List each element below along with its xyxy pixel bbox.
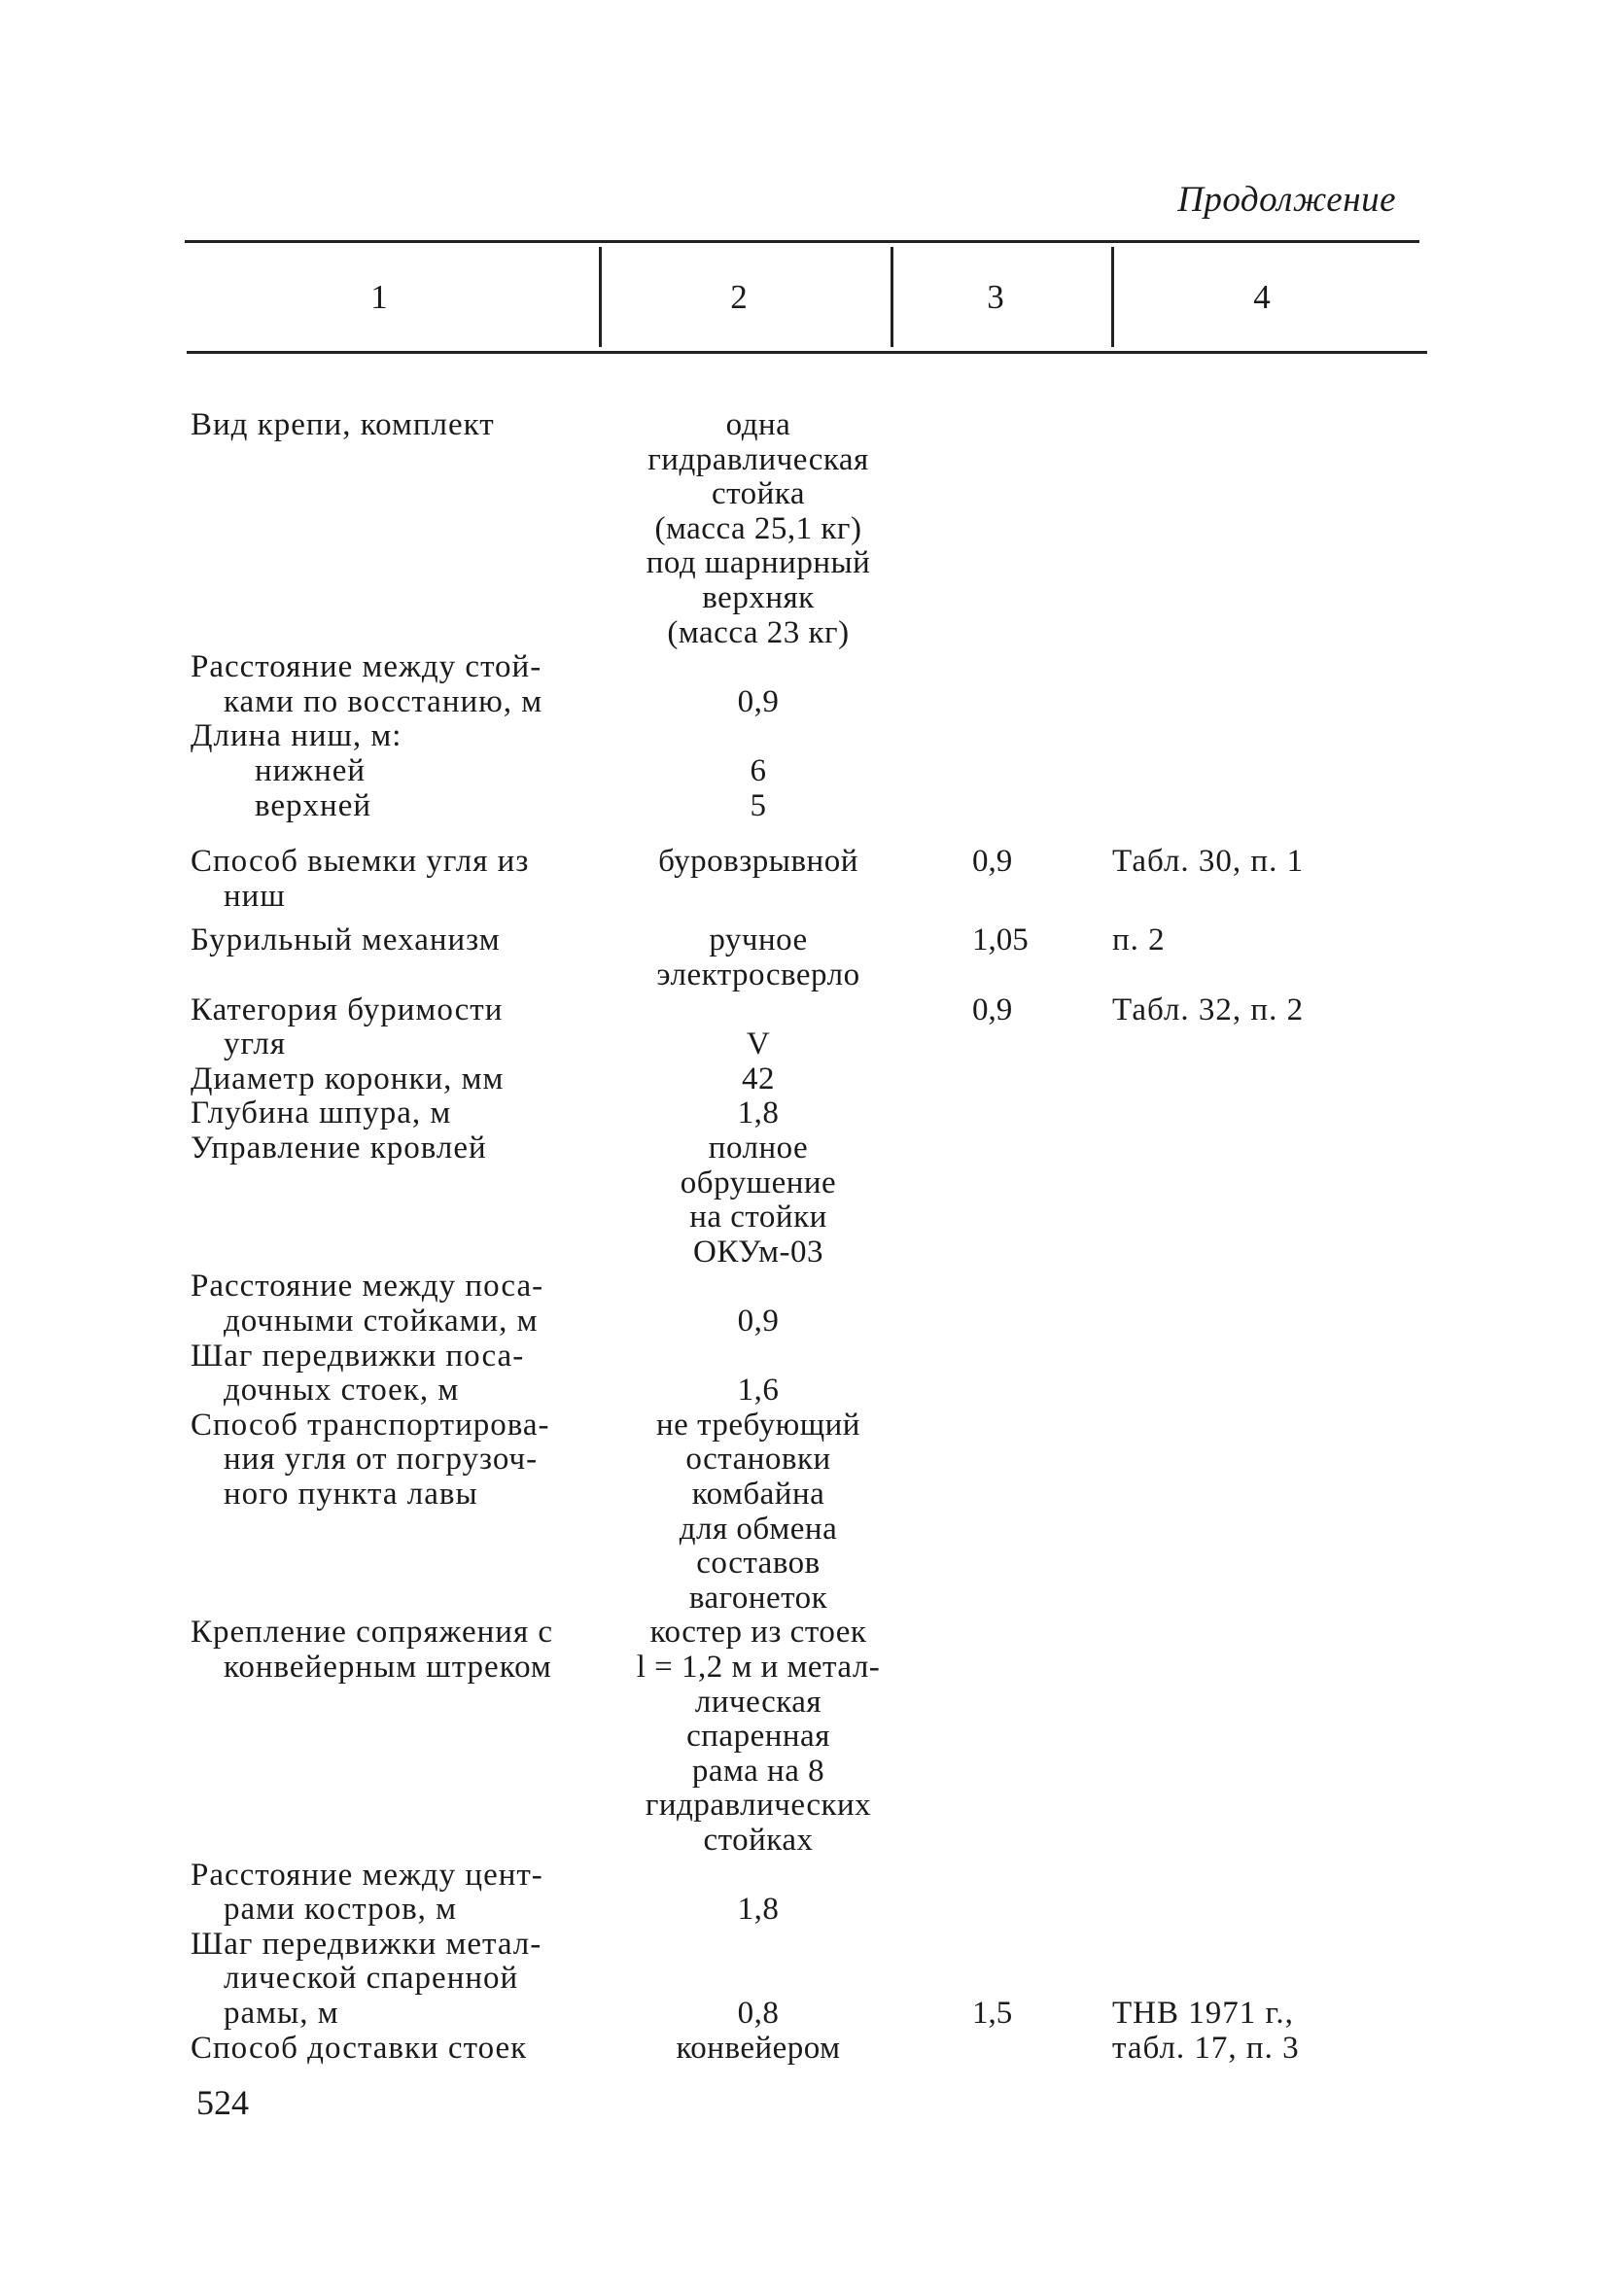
header-col-2: 2 [730,278,748,316]
param-cell [191,993,609,1062]
ref-cell-line: табл. 17, п. 3 [1112,2030,1300,2066]
value-cell-line: 1,8 [737,1892,780,1928]
continued-label: Продолжение [1177,180,1396,220]
ref-cell-line: Табл. 30, п. 1 [1112,844,1305,880]
value-cell [603,1339,914,1409]
table-row [0,1928,1608,2032]
page-number: 524 [196,2083,249,2122]
coef-cell-line: 1,05 [972,922,1029,958]
param-line: Диаметр коронки, мм [191,1061,505,1096]
value-cell-line: рама на 8 [691,1753,825,1789]
value-cell [603,650,914,719]
table-row [0,1062,1608,1097]
param-line: Расстояние между цент- [191,1857,543,1893]
value-cell [603,1270,914,1339]
coef-cell-line [972,1928,1060,1963]
value-cell [603,1928,914,2032]
value-cell [603,923,914,992]
value-cell-line: 0,9 [737,1303,780,1339]
value-cell [603,1409,914,1617]
param-line: дочных стоек, м [224,1373,460,1409]
table-row [0,1096,1608,1131]
coef-cell [972,923,1060,958]
param-line: Вид крепи, комплект [191,407,495,442]
value-cell-line: обрушение [680,1165,837,1200]
table-row [0,1616,1608,1858]
header-divider-1 [599,247,602,347]
param-cell [191,650,609,719]
table-row [0,2032,1608,2067]
header-top-rule [185,240,1419,243]
value-cell-line: под шарнирный [646,545,871,581]
ref-cell-line: п. 2 [1112,922,1166,958]
param-line: Бурильный механизм [191,922,501,958]
param-cell [191,1096,609,1131]
value-cell-line: составов [696,1546,821,1582]
value-cell-line: ручное [709,922,808,958]
ref-cell-line [1112,1928,1404,1963]
table-row [0,1270,1608,1339]
value-cell-line: комбайна [691,1476,825,1512]
param-line: угля [224,1026,287,1062]
ref-cell-line: ТНВ 1971 г., [1112,1995,1294,2031]
param-line: Крепление сопряжения с [191,1615,554,1651]
param-line: лической спаренной [224,1961,519,1997]
param-cell [191,2032,609,2067]
value-cell-line [603,1339,914,1374]
value-cell [603,1096,914,1131]
param-line: Длина ниш, м: [191,718,402,754]
table-row [0,1339,1608,1409]
value-cell-line: 0,9 [737,683,780,719]
value-cell [603,1131,914,1270]
value-cell [603,1062,914,1097]
value-cell-line [603,1962,914,1997]
value-cell-line [603,1928,914,1963]
value-cell-line: (масса 23 кг) [667,614,850,650]
param-line: Управление кровлей [191,1131,487,1165]
coef-cell [972,845,1060,880]
value-cell-line [603,1859,914,1894]
coef-cell-line: 1,5 [972,1995,1013,2031]
ref-cell [1112,923,1404,958]
value-cell-line: на стойки [689,1200,827,1235]
value-cell-line: верхняк [702,579,815,615]
param-line: Расстояние между стой- [191,649,542,685]
value-cell-line: стойках [703,1822,814,1858]
table-row [0,1131,1608,1270]
param-line: Способ транспортирова- [191,1407,550,1443]
param-line: ного пункта лавы [224,1476,478,1512]
value-cell-line: электросверло [656,957,860,992]
table-row [0,923,1608,992]
value-cell-line: l = 1,2 м и метал- [636,1649,881,1685]
value-cell-line: V [746,1026,771,1062]
table-row [0,789,1608,824]
table-row [0,754,1608,789]
param-cell [191,1928,609,2032]
param-line: рамы, м [224,1995,339,2031]
header-bottom-rule [187,351,1427,354]
param-cell [191,1270,609,1339]
coef-cell [972,1928,1060,2032]
param-line: ниш [224,878,286,914]
ref-cell-line: Табл. 32, п. 2 [1112,991,1305,1027]
param-line: нижней [255,753,367,788]
value-cell-line: (масса 25,1 кг) [654,510,862,546]
value-cell-line: 1,6 [737,1373,780,1409]
value-cell [603,993,914,1062]
value-cell-line: для обмена [679,1511,838,1547]
table-row [0,1409,1608,1617]
param-line: рами костров, м [224,1892,458,1928]
table-row [0,845,1608,914]
value-cell-line: ОКУм-03 [692,1234,824,1270]
coef-cell-line: 0,9 [972,844,1013,880]
param-line: Расстояние между поса- [191,1269,544,1305]
coef-cell-line [972,1962,1060,1997]
param-line: дочными стойками, м [224,1303,539,1339]
table-row [0,408,1608,650]
value-cell-line [603,1270,914,1305]
table-row [0,719,1608,754]
value-cell [603,845,914,880]
coef-cell [972,993,1060,1028]
value-cell-line: гидравлических [645,1788,872,1824]
param-line: Способ выемки угля из [191,844,530,880]
param-cell [191,1859,609,1928]
value-cell [603,408,914,650]
value-cell-line: остановки [685,1442,831,1478]
param-line: Шаг передвижки метал- [191,1926,542,1962]
value-cell-line: 0,8 [737,1995,780,2031]
value-cell [603,789,914,824]
value-cell [603,2032,914,2067]
header-divider-3 [1111,247,1114,347]
param-cell [191,1131,609,1166]
value-cell-line: вагонеток [688,1580,828,1616]
value-cell-line: костер из стоек [649,1615,867,1651]
ref-cell-line [1112,1962,1404,1997]
param-line: Категория буримости [191,991,504,1027]
param-cell [191,408,609,443]
param-line: конвейерным штреком [224,1649,552,1685]
value-cell-line: гидравлическая [647,441,869,477]
param-cell [191,1409,609,1513]
value-cell-line: конвейером [676,2030,841,2066]
value-cell-line: 5 [750,787,767,823]
value-cell-line [603,993,914,1028]
table-row [0,650,1608,719]
table-row [0,1859,1608,1928]
value-cell-line: полное [708,1131,809,1165]
coef-cell-line: 0,9 [972,991,1013,1027]
header-col-1: 1 [370,278,388,316]
param-cell [191,719,609,754]
value-cell-line: 1,8 [737,1096,780,1131]
param-line: Шаг передвижки поса- [191,1338,525,1374]
value-cell [603,1616,914,1858]
ref-cell [1112,1928,1404,2032]
param-cell [191,923,609,958]
ref-cell [1112,845,1404,880]
param-cell [191,845,609,914]
value-cell-line: лическая [694,1684,822,1720]
param-line: Глубина шпура, м [191,1096,452,1131]
param-cell [191,1339,609,1409]
ref-cell [1112,2032,1404,2067]
header-col-4: 4 [1253,278,1271,316]
header-col-3: 3 [987,278,1004,316]
header-divider-2 [891,247,893,347]
param-line: верхней [255,787,372,823]
ref-cell [1112,993,1404,1028]
value-cell-line: стойка [712,476,805,512]
param-cell [191,1062,609,1097]
value-cell-line: буровзрывной [658,844,858,880]
value-cell [603,1859,914,1928]
value-cell-line: спаренная [686,1719,830,1755]
value-cell-line: одна [725,407,791,442]
value-cell-line: не требующий [656,1407,860,1443]
value-cell-line [603,650,914,685]
param-cell [191,1616,609,1685]
param-line: ния угля от погрузоч- [224,1442,539,1478]
param-line: ками по восстанию, м [224,683,543,719]
value-cell-line: 42 [742,1061,775,1096]
value-cell [603,754,914,789]
value-cell-line: 6 [750,753,767,788]
param-line: Способ доставки стоек [191,2030,528,2066]
table-row [0,993,1608,1062]
